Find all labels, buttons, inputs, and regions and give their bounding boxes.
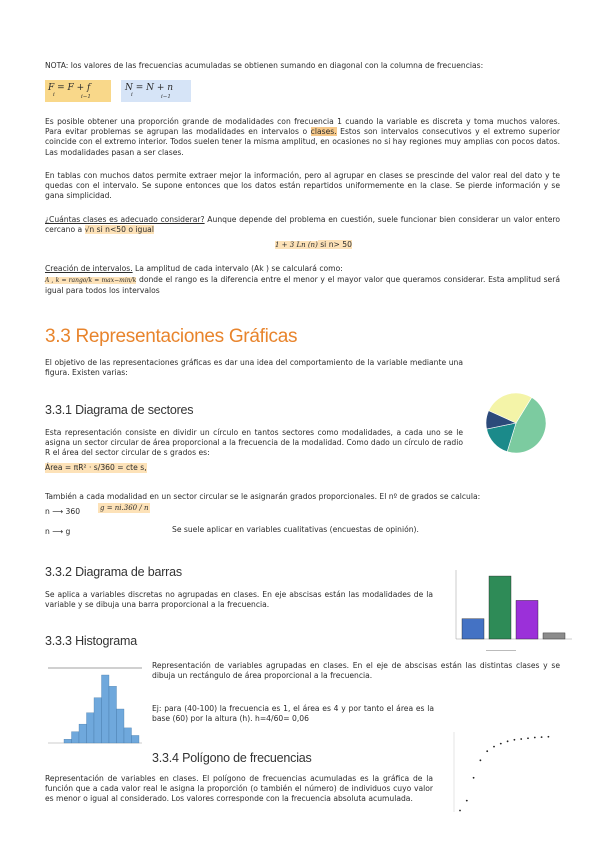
- classes-count-text: Aunque depende del problema en cuestión, suele funcionar bien considerar un valor entero cercano a: [45, 215, 560, 235]
- classes-text-a: Es posible obtener una proporción grande de modalidades con frecuencia 1 cuando la variable es discreta y toma muchos valores. Para evitar problemas se agrupan las modalidades en intervalos o: [45, 117, 560, 137]
- bar-chart: [446, 565, 574, 655]
- ogive-point: [493, 746, 495, 748]
- ogive-point: [507, 740, 509, 742]
- section-intro: El objetivo de las representaciones gráficas es dar una idea del comportamiento de la variable mediante una figura. Existen varias:: [45, 358, 463, 378]
- formula-N-sub-i: i: [131, 92, 133, 98]
- histogram-bar: [109, 686, 117, 743]
- sectors-text: Esta representación consiste en dividir un círculo en tantos sectores como modalidades, a cada uno se le asigna un sector circular de área proporcional a la frecuencia de la modalidad. Como dado un círculo de radio R el área del sector circular de s grados es:: [45, 428, 463, 458]
- formula-N-sub-i1: i−1: [161, 94, 171, 100]
- histogram-bar: [94, 698, 102, 743]
- formula-F-sub-i: i: [53, 92, 55, 98]
- ogive-point: [480, 759, 482, 761]
- area-formula: Área = πR² · s/360 = cte s,: [45, 463, 147, 472]
- subsection-bars-title: 3.3.2 Diagrama de barras: [45, 565, 182, 579]
- n-360-relation: n ⟶ 360: [45, 507, 81, 516]
- formula-F-sub-i1: i−1: [81, 94, 91, 100]
- subsection-polygon-title: 3.3.4 Polígono de frecuencias: [152, 751, 312, 765]
- formula-N-text: N = N + n: [125, 83, 174, 93]
- sectors-usage: Se suele aplicar en variables cualitativas (encuestas de opinión).: [172, 525, 419, 534]
- polygon-text: Representación de variables en clases. El polígono de frecuencias acumuladas es la gráfica de la función que a cada valor real le asigna la proporción (o también el número) de individuos cuyo valor es menor o igual al considerado. Los valores corresponde con la frecuencia absoluta acumulada.: [45, 774, 433, 804]
- formula-cumulative-abs: [121, 80, 191, 102]
- histogram-bar: [102, 675, 110, 743]
- histogram-bar: [132, 735, 140, 743]
- section-title: 3.3 Representaciones Gráficas: [45, 326, 298, 347]
- log-condition-text: si n> 50: [317, 240, 352, 249]
- histogram-example: Ej: para (40-100) la frecuencia es 1, el área es 4 y por tanto el área es la base (60) por la altura (h). h=4/60= 0,06: [152, 704, 434, 724]
- bar: [516, 600, 538, 639]
- degrees-formula: g = ni.360 / n: [100, 504, 149, 512]
- ogive-point: [520, 738, 522, 740]
- bar: [543, 633, 565, 639]
- intervals-text: La amplitud de cada intervalo (Ak ) se calculará como:: [132, 264, 343, 273]
- histogram-chart: [44, 665, 144, 750]
- pie-chart: [484, 391, 548, 455]
- ogive-point: [473, 777, 475, 779]
- bar: [489, 576, 511, 639]
- ogive-point: [541, 736, 543, 738]
- intervals-paragraph: [45, 264, 560, 274]
- tables-paragraph: En tablas con muchos datos permite extraer mejor la información, pero al agrupar en clases se prescinde del valor real del dato y te quedas con el intervalo. Se supone entonces que los datos están repartidos uniformemente en la clase. Se pierde información y se gana simplicidad.: [45, 171, 560, 201]
- subsection-sectors-title: 3.3.1 Diagrama de sectores: [45, 403, 194, 417]
- ogive-chart: [446, 728, 558, 818]
- intervals-rest: donde el rango es la diferencia entre el menor y el mayor valor que queramos considerar. Esta amplitud será igual para todos los intervalos: [45, 275, 560, 296]
- formula-cumulative-freq: [45, 80, 111, 102]
- ogive-point: [514, 739, 516, 741]
- classes-text-b: Estos son intervalos consecutivos y el extremo superior coincide con el extremo interior. Todos suelen tener la misma amplitud, en ocasiones no si hay regiones muy amplias con pocos datos. Las modalidades pasan a ser clases.: [45, 127, 560, 157]
- classes-highlight: clases.: [310, 127, 337, 137]
- intervals-formula-paragraph: [45, 275, 560, 296]
- log-condition: [275, 240, 352, 250]
- degrees-text: También a cada modalidad en un sector circular se le asignarán grados proporcionales. El nº de grados se calcula:: [45, 492, 481, 501]
- ogive-point: [459, 810, 461, 812]
- histogram-bar: [124, 728, 132, 743]
- histogram-bar: [87, 713, 95, 743]
- ogive-point: [500, 743, 502, 745]
- bar-chart-xlabel-mark: [486, 650, 516, 651]
- histogram-bar: [79, 724, 87, 743]
- classes-count-title: ¿Cuántas clases es adecuado considerar?: [45, 215, 205, 224]
- sqrt-condition: si n<50 o igual: [94, 225, 154, 235]
- sqrt-n-formula: √n: [84, 225, 95, 235]
- subsection-histogram-title: 3.3.3 Histograma: [45, 634, 137, 648]
- ni-gi-relation: n ⟶ g: [45, 527, 71, 536]
- histogram-bar: [64, 739, 72, 743]
- histogram-bar: [72, 732, 80, 743]
- log-formula: 1 + 3 Ln (n): [275, 241, 318, 249]
- histogram-text: Representación de variables agrupadas en clases. En el eje de abscisas están las distintas clases y se dibuja un rectángulo de área proporcional a la frecuencia.: [152, 661, 560, 681]
- bars-text: Se aplica a variables discretas no agrupadas en clases. En eje abscisas están las modalidades de la variable y se dibuja una barra proporcional a la frecuencia.: [45, 590, 433, 610]
- intervals-formula: A , k = rango/k = max−min/k: [45, 277, 137, 284]
- classes-paragraph: [45, 117, 560, 158]
- formula-F-text: F = F + f: [48, 83, 91, 93]
- classes-count-paragraph: [45, 215, 560, 235]
- ogive-point: [527, 737, 529, 739]
- histogram-bar: [117, 709, 125, 743]
- ogive-point: [466, 800, 468, 802]
- note-text: NOTA: los valores de las frecuencias acumuladas se obtienen sumando en diagonal con la columna de frecuencias:: [45, 61, 484, 70]
- ogive-point: [548, 736, 550, 738]
- ogive-point: [534, 737, 536, 739]
- bar: [462, 619, 484, 639]
- ogive-point: [486, 750, 488, 752]
- intervals-title: Creación de intervalos.: [45, 264, 133, 273]
